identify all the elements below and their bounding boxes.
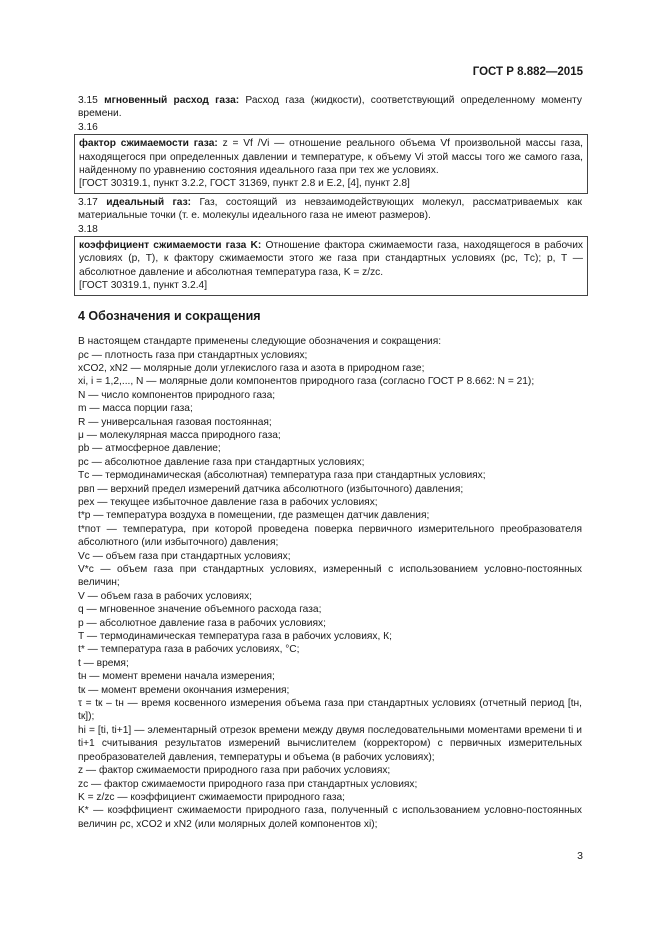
definition-number-3-16 [78, 121, 582, 134]
symbols-list [78, 349, 582, 832]
list-item: τ = tк – tн — время косвенного измерения объема газа при стандартных условиях (отчетный период [tн, tк]); [78, 698, 582, 723]
definition-text: Расход газа (жидкости), соответствующий определенному моменту времени. [78, 95, 582, 120]
definition-body [79, 239, 583, 279]
list-item: xCO2, xN2 — молярные доли углекислого газа и азота в природном газе; [78, 362, 425, 374]
list-item: m — масса порции газа; [78, 403, 193, 415]
definition-box-3-16 [74, 134, 588, 194]
list-item: V*с — объем газа при стандартных условиях, измеренный с использованием условно-постоянных величин; [78, 564, 582, 589]
definition-number: 3.15 [78, 95, 98, 106]
definition-number-3-18 [78, 223, 582, 236]
list-item: tк — момент времени окончания измерения; [78, 684, 290, 696]
list-item: t* — температура газа в рабочих условиях, °С; [78, 644, 300, 656]
definition-number: 3.16 [78, 121, 98, 133]
list-item: t — время; [78, 657, 129, 669]
list-item: K* — коэффициент сжимаемости природного газа, полученный с использованием условно-постоянных величин ρс, xCO2 и xN2 (или молярных долей компонентов xi); [78, 805, 582, 830]
list-item: ρс — плотность газа при стандартных условиях; [78, 349, 308, 361]
list-item: pс — абсолютное давление газа при стандартных условиях; [78, 456, 365, 468]
list-item: q — мгновенное значение объемного расхода газа; [78, 604, 322, 616]
definition-number: 3.17 [78, 196, 98, 208]
list-item: t*p — температура воздуха в помещении, где размещен датчик давления; [78, 510, 430, 522]
definition-text: Отношение фактора сжимаемости газа, находящегося в рабочих условиях (p, T), к фактору сжимаемости этого же газа при стандартных условиях (pс, Tс); p, T — абсолютное давление и абсолютная температура газа, K = z/zс. [79, 240, 583, 278]
list-item: p — абсолютное давление газа в рабочих условиях; [78, 617, 326, 629]
list-item: μ — молекулярная масса природного газа; [78, 429, 281, 441]
list-item: tн — момент времени начала измерения; [78, 671, 275, 683]
definition-3-15 [78, 94, 582, 121]
definition-number: 3.18 [78, 223, 98, 235]
list-item: xi, i = 1,2,..., N — молярные доли компонентов природного газа (согласно ГОСТ Р 8.662: N = 21); [78, 376, 535, 388]
page-content [78, 94, 582, 831]
document-header: ГОСТ Р 8.882—2015 [472, 66, 583, 78]
list-item: V — объем газа в рабочих условиях; [78, 590, 252, 602]
list-item: zс — фактор сжимаемости природного газа при стандартных условиях; [78, 778, 418, 790]
definition-reference: [ГОСТ 30319.1, пункт 3.2.4] [79, 280, 208, 292]
definition-term: идеальный газ: [106, 196, 192, 208]
section-intro: В настоящем стандарте применены следующие обозначения и сокращения: [78, 336, 442, 348]
section-heading: 4 Обозначения и сокращения [78, 308, 261, 323]
definition-term: мгновенный расход газа: [104, 95, 240, 106]
list-item: pвп — верхний предел измерений датчика абсолютного (избыточного) давления; [78, 483, 464, 495]
definition-body [79, 137, 583, 177]
page-number: 3 [577, 850, 583, 862]
list-item: pex — текущее избыточное давление газа в рабочих условиях; [78, 496, 378, 508]
list-item: hi = [ti, ti+1] — элементарный отрезок времени между двумя последовательными моментами времени ti и ti+1 считывания результатов измерений вычислителем (корректором) с первичных измерительных преобразователей давления, температуры и объема (в рабочих условиях); [78, 724, 582, 763]
definition-term: коэффициент сжимаемости газа K: [79, 240, 262, 252]
definition-box-3-18 [74, 236, 588, 296]
definition-reference: [ГОСТ 30319.1, пункт 3.2.2, ГОСТ 31369, пункт 2.8 и Е.2, [4], пункт 2.8] [79, 178, 410, 190]
list-item: Vс — объем газа при стандартных условиях; [78, 550, 291, 562]
list-item: K = z/zс — коэффициент сжимаемости природного газа; [78, 791, 345, 803]
list-item: Tс — термодинамическая (абсолютная) температура газа при стандартных условиях; [78, 470, 486, 482]
list-item: pb — атмосферное давление; [78, 443, 221, 455]
list-item: T — термодинамическая температура газа в рабочих условиях, К; [78, 631, 392, 643]
list-item: t*пoт — температура, при которой проведена поверка первичного измерительного преобразователя абсолютного (или избыточного) давления; [78, 523, 582, 549]
definition-text: z = Vf /Vi — отношение реального объема Vf произвольной массы газа, находящегося при определенных давлении и температуре, к объему Vi этой массы того же самого газа, найденному по уравнению состояния идеального газа при тех же условиях. [79, 138, 583, 177]
definition-term: фактор сжимаемости газа: [79, 138, 218, 150]
list-item: N — число компонентов природного газа; [78, 389, 276, 401]
definition-3-17 [78, 196, 582, 223]
definition-text: Газ, состоящий из невзаимодействующих молекул, рассматриваемых как материальные точки (т. е. молекулы идеального газа не имеют размеров). [78, 196, 582, 222]
list-item: z — фактор сжимаемости природного газа при рабочих условиях; [78, 765, 391, 777]
list-item: R — универсальная газовая постоянная; [78, 416, 272, 428]
